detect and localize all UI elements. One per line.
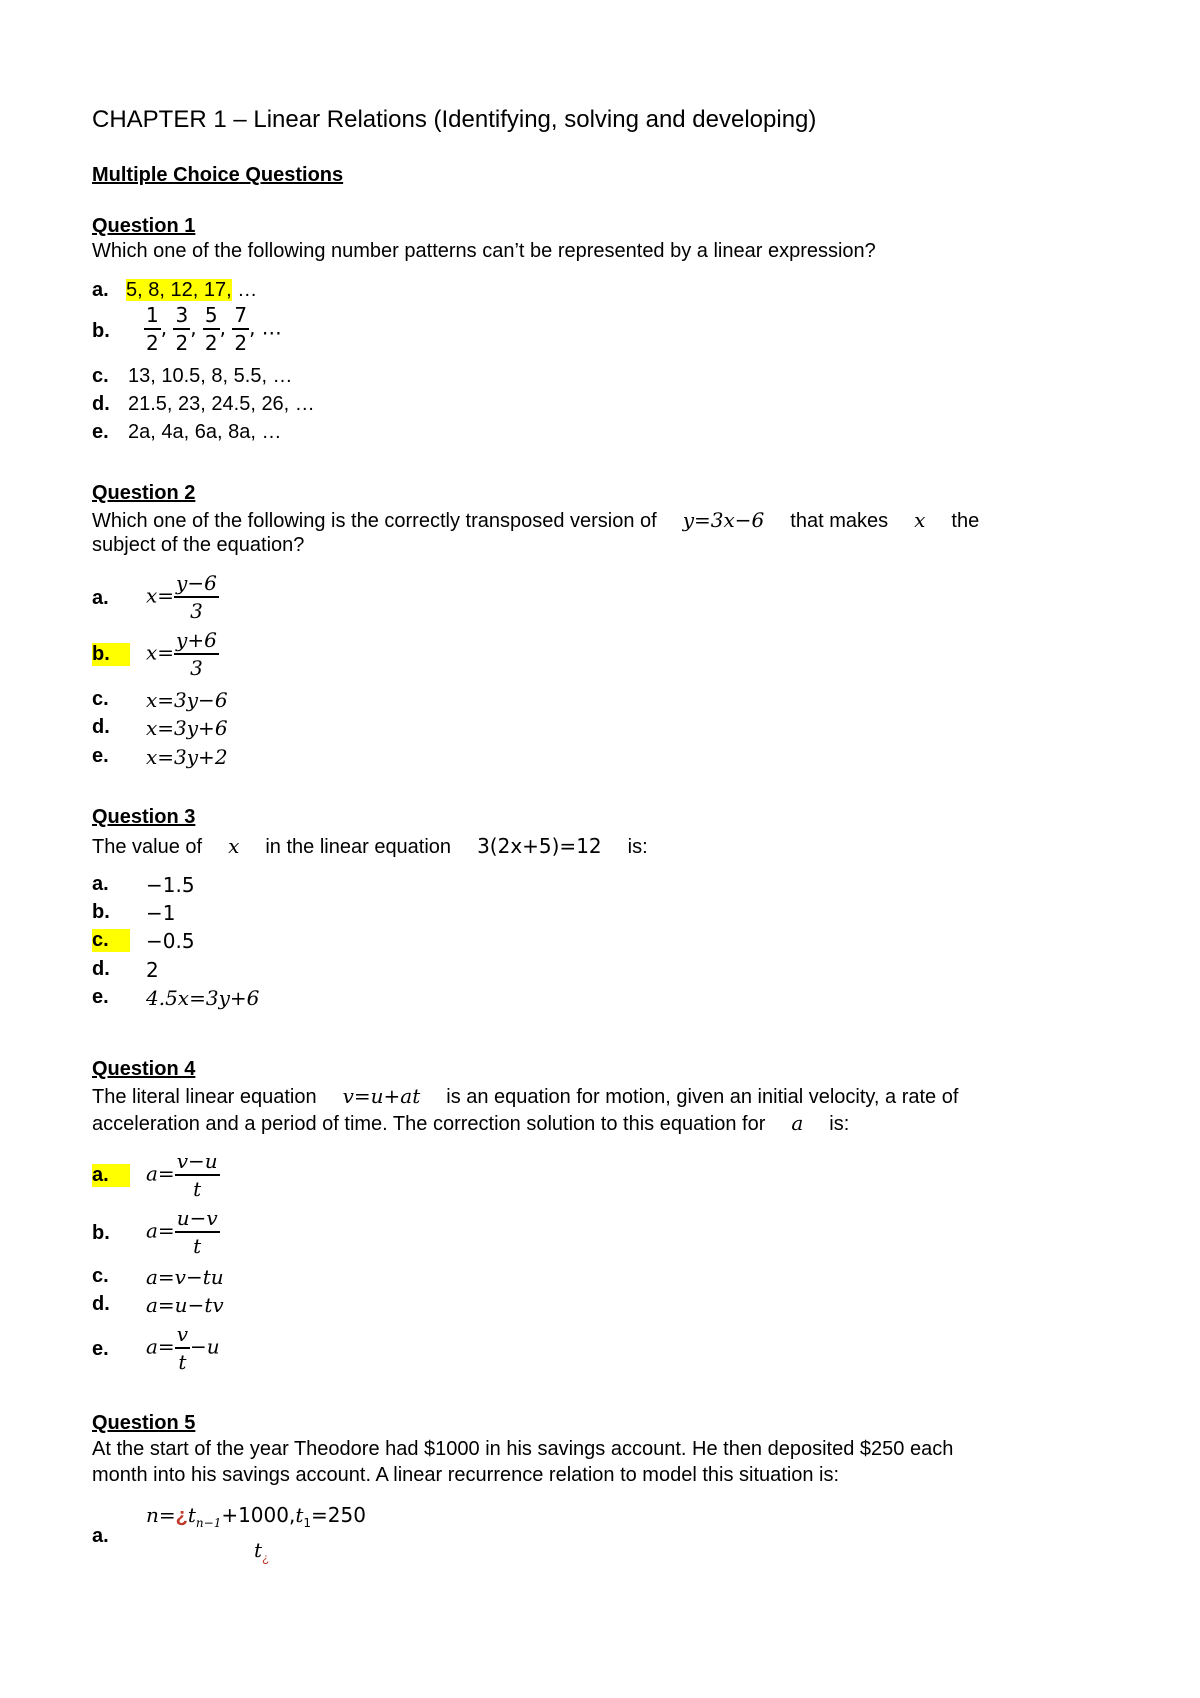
q5-a-t: t xyxy=(187,1503,196,1527)
q4-option-b-label: b. xyxy=(92,1222,110,1244)
question-2-heading: Question 2 xyxy=(92,482,196,504)
q5-option-a-label: a. xyxy=(92,1525,109,1547)
q1-option-e: 2a, 4a, 6a, 8a, … xyxy=(128,421,282,443)
q5-a-rest-2: =250 xyxy=(311,1503,366,1527)
fraction-numerator: 7 xyxy=(232,302,249,330)
q4-e-lhs: a= xyxy=(146,1334,175,1359)
fraction-numerator: v xyxy=(175,1321,190,1349)
fraction-denominator: 2 xyxy=(175,331,189,355)
q4-option-b xyxy=(146,1205,220,1259)
fraction-numerator: v−u xyxy=(175,1148,220,1176)
q5-a-below-t: t xyxy=(254,1538,263,1562)
q5-a-subscript-1: 1 xyxy=(303,1516,312,1530)
q2-prompt-text: Which one of the following is the correctly transposed version of xyxy=(92,510,657,532)
q2-option-e: x=3y+2 xyxy=(146,745,228,769)
q4-option-c-label: c. xyxy=(92,1265,109,1287)
q4-equation: v=u+at xyxy=(342,1084,421,1108)
q5-a-rest: +1000, xyxy=(221,1503,296,1527)
question-1-prompt: Which one of the following number patterns can’t be represented by a linear expression? xyxy=(92,240,876,262)
question-5-heading: Question 5 xyxy=(92,1412,196,1434)
question-5-prompt-line-2: month into his savings account. A linear recurrence relation to model this situation is: xyxy=(92,1464,840,1486)
fraction-denominator: 3 xyxy=(190,656,203,680)
q4-e-tail: −u xyxy=(190,1334,220,1359)
q4-prompt-text: The literal linear equation xyxy=(92,1086,317,1108)
q1-option-e-label: e. xyxy=(92,421,109,443)
q3-option-a-label: a. xyxy=(92,873,109,895)
q4-option-d-label: d. xyxy=(92,1293,110,1315)
q1-option-b-label: b. xyxy=(92,320,110,342)
q4-option-a-label-highlight: a. xyxy=(92,1164,130,1187)
q3-option-d-label: d. xyxy=(92,958,110,980)
q1-option-c-label: c. xyxy=(92,365,109,387)
q3-equation: 3(2x+5)=12 xyxy=(477,834,602,858)
q2-option-a xyxy=(146,570,219,624)
q2-option-e-label: e. xyxy=(92,745,109,767)
q5-option-a-below xyxy=(254,1538,269,1565)
fraction-numerator: 3 xyxy=(173,302,190,330)
q3-option-d: 2 xyxy=(146,958,159,982)
q2-a-lhs: x= xyxy=(146,583,175,608)
q1-option-d: 21.5, 23, 24.5, 26, … xyxy=(128,393,315,415)
q3-prompt-text: is: xyxy=(627,836,648,858)
fraction-denominator: 2 xyxy=(146,331,159,355)
q5-a-broken-glyph: ¿ xyxy=(175,1505,188,1527)
q3-option-a: −1.5 xyxy=(146,873,195,897)
fraction-numerator: 5 xyxy=(203,302,220,330)
q1-option-b-tail: , … xyxy=(249,315,282,340)
q3-prompt-text: The value of xyxy=(92,836,203,858)
q3-prompt-text: in the linear equation xyxy=(265,836,452,858)
q4-option-d: a=u−tv xyxy=(146,1293,224,1317)
fraction-denominator: 3 xyxy=(190,599,203,623)
fraction-denominator: t xyxy=(193,1177,202,1201)
fraction-numerator: y+6 xyxy=(174,627,219,655)
q4-prompt-text: is an equation for motion, given an initial velocity, a rate of xyxy=(446,1086,959,1108)
q2-option-c: x=3y−6 xyxy=(146,688,228,712)
q5-option-a xyxy=(146,1503,366,1530)
q5-a-subscript: n−1 xyxy=(195,1516,222,1530)
fraction-numerator: y−6 xyxy=(174,570,219,598)
question-4-prompt-line-1 xyxy=(92,1084,958,1109)
question-5-prompt-line-1: At the start of the year Theodore had $1000 in his savings account. He then deposited $250 each xyxy=(92,1438,954,1460)
question-2-prompt-line-1 xyxy=(92,508,979,533)
q4-a-lhs: a= xyxy=(146,1161,175,1186)
q1-option-b: $\frac{1}{2}$ , $\frac{3}{2}$ , $\frac{5}{2}$ , $\frac{7}{2}$ , … xyxy=(146,303,282,355)
q2-option-c-label: c. xyxy=(92,688,109,710)
q2-option-b-label-highlight: b. xyxy=(92,643,130,666)
q5-a-t1: t xyxy=(295,1503,304,1527)
q3-option-b-label: b. xyxy=(92,901,110,923)
q3-option-c: −0.5 xyxy=(146,929,195,953)
fraction-denominator: t xyxy=(178,1350,187,1374)
q3-option-e: 4.5x=3y+6 xyxy=(146,986,260,1010)
q1-option-a-ellipsis: … xyxy=(231,279,258,301)
q3-option-c-label-highlight: c. xyxy=(92,929,130,952)
q4-option-e xyxy=(146,1321,220,1375)
fraction-numerator: 1 xyxy=(144,302,161,330)
fraction-numerator: u−v xyxy=(175,1205,220,1233)
q1-option-a xyxy=(126,279,257,302)
q3-option-e-label: e. xyxy=(92,986,109,1008)
q2-variable: x xyxy=(914,508,926,532)
q2-option-a-label: a. xyxy=(92,587,109,609)
q1-option-d-label: d. xyxy=(92,393,110,415)
q3-variable: x xyxy=(228,834,240,858)
question-4-prompt-line-2 xyxy=(92,1111,849,1136)
chapter-title: CHAPTER 1 – Linear Relations (Identifying, solving and developing) xyxy=(92,106,817,133)
q1-option-c: 13, 10.5, 8, 5.5, … xyxy=(128,365,293,387)
q1-option-a-label: a. xyxy=(92,279,109,301)
q2-option-d-label: d. xyxy=(92,716,110,738)
fraction-denominator: t xyxy=(193,1234,202,1258)
q2-prompt-text: that makes xyxy=(790,510,889,532)
q2-option-d: x=3y+6 xyxy=(146,716,228,740)
q2-equation: y=3x−6 xyxy=(682,508,765,532)
q4-option-a xyxy=(146,1148,220,1202)
q1-option-a-answer-highlight: 5, 8, 12, 17, xyxy=(126,279,232,301)
q2-option-b xyxy=(146,627,219,681)
q4-prompt-text: acceleration and a period of time. The correction solution to this equation for xyxy=(92,1113,766,1135)
q4-option-e-label: e. xyxy=(92,1338,109,1360)
question-3-heading: Question 3 xyxy=(92,806,196,828)
q3-option-b: −1 xyxy=(146,901,176,925)
fraction-denominator: 2 xyxy=(204,331,218,355)
q5-a-below-glyph: ¿ xyxy=(262,1551,270,1565)
q4-prompt-text: is: xyxy=(829,1113,850,1135)
question-1-heading: Question 1 xyxy=(92,215,196,237)
question-4-heading: Question 4 xyxy=(92,1058,196,1080)
q2-prompt-text: the xyxy=(951,510,980,532)
q2-b-lhs: x= xyxy=(146,640,175,665)
q5-a-lhs: n= xyxy=(146,1503,176,1527)
section-heading: Multiple Choice Questions xyxy=(92,164,344,186)
q4-variable: a xyxy=(791,1111,804,1135)
question-2-prompt-line-2: subject of the equation? xyxy=(92,534,305,556)
fraction-denominator: 2 xyxy=(234,331,248,355)
q4-b-lhs: a= xyxy=(146,1218,175,1243)
question-3-prompt xyxy=(92,834,648,859)
q4-option-c: a=v−tu xyxy=(146,1265,224,1289)
